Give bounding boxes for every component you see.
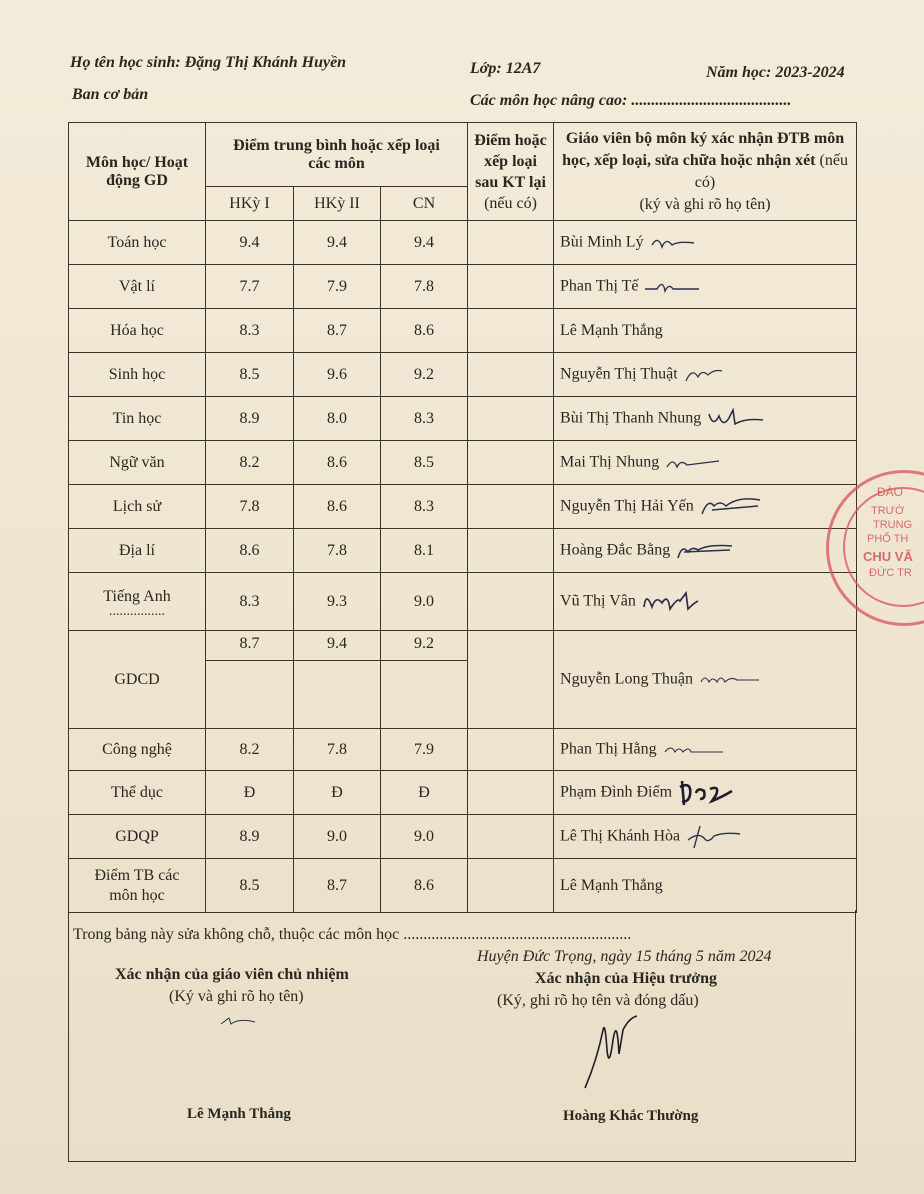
cn-cell: Đ — [381, 771, 468, 815]
header-hk2: HKỳ II — [294, 187, 381, 221]
teacher-signature — [682, 363, 726, 387]
hk2-cell: 7.9 — [294, 265, 381, 309]
grades-table-wrap — [68, 122, 856, 913]
table-row — [69, 729, 857, 771]
header-average: Điểm trung bình hoặc xếp loại các môn — [206, 123, 468, 187]
header-retest-title: Điểm hoặc xếp loại sau KT lại — [474, 131, 547, 191]
stamp-text: TRƯỜ — [871, 505, 905, 517]
hk2-cell: 9.3 — [294, 573, 381, 631]
hk2-cell: Đ — [294, 771, 381, 815]
teacher-cell — [554, 815, 857, 859]
teacher-signature — [676, 777, 738, 809]
header-subject: Môn học/ Hoạt động GD — [69, 123, 206, 221]
header-cn: CN — [381, 187, 468, 221]
header-teacher-title: Giáo viên bộ môn ký xác nhận ĐTB môn học, xếp loại, sửa chữa hoặc nhận xét — [562, 129, 845, 169]
table-row — [69, 353, 857, 397]
hk1-cell: 8.9 — [206, 815, 294, 859]
teacher-cell — [554, 573, 857, 631]
teacher-name: Lê Mạnh Thắng — [560, 321, 663, 339]
teacher-signature — [698, 494, 764, 520]
stamp-text: ĐÀO — [877, 485, 904, 499]
hk2-cell: 8.7 — [294, 859, 381, 913]
stamp-text: CHU VĂ — [863, 549, 913, 564]
cn-cell: 9.0 — [381, 573, 468, 631]
retest-cell — [468, 815, 554, 859]
cn-cell: 7.9 — [381, 729, 468, 771]
retest-cell — [468, 573, 554, 631]
hk1-cell: 7.8 — [206, 485, 294, 529]
table-row — [69, 397, 857, 441]
stamp-text: TRUNG — [873, 519, 913, 531]
program-label: Ban cơ bản — [72, 86, 149, 103]
teacher-cell — [554, 441, 857, 485]
teacher-cell — [554, 529, 857, 573]
teacher-cell — [554, 353, 857, 397]
hk1-cell: 8.2 — [206, 441, 294, 485]
cn-cell: 9.2 — [381, 631, 468, 661]
teacher-name: Bùi Thị Thanh Nhung — [560, 409, 702, 427]
header-retest-note: (nếu có) — [484, 194, 537, 212]
retest-cell — [468, 309, 554, 353]
retest-cell — [468, 353, 554, 397]
principal-title: Xác nhận của Hiệu trưởng — [535, 970, 718, 987]
teacher-signature — [643, 277, 703, 297]
subject-cell: Ngữ văn — [69, 441, 206, 485]
teacher-signature — [697, 670, 763, 690]
teacher-signature — [661, 740, 727, 760]
subject-cell: Toán học — [69, 221, 206, 265]
subject-cell: Công nghệ — [69, 729, 206, 771]
hk1-cell: 8.2 — [206, 729, 294, 771]
header-retest — [468, 123, 554, 221]
teacher-signature — [640, 587, 702, 617]
stamp-text: ĐỨC TR — [869, 567, 912, 579]
retest-cell — [468, 859, 554, 913]
empty-cell — [294, 661, 381, 729]
teacher-cell — [554, 309, 857, 353]
hk1-cell: 8.5 — [206, 353, 294, 397]
subject-cell: Vật lí — [69, 265, 206, 309]
subject-cell: Thể dục — [69, 771, 206, 815]
table-row — [69, 309, 857, 353]
subject-cell: Sinh học — [69, 353, 206, 397]
teacher-name: Phan Thị Hằng — [560, 740, 657, 758]
retest-cell — [468, 265, 554, 309]
cn-cell: 8.1 — [381, 529, 468, 573]
teacher-cell — [554, 859, 857, 913]
table-row — [69, 485, 857, 529]
retest-cell — [468, 771, 554, 815]
subject-cell: Hóa học — [69, 309, 206, 353]
hk2-cell: 9.6 — [294, 353, 381, 397]
hk2-cell: 9.4 — [294, 631, 381, 661]
teacher-cell — [554, 265, 857, 309]
teacher-signature — [663, 453, 723, 473]
table-row — [69, 573, 857, 631]
empty-cell — [381, 661, 468, 729]
cn-cell: 9.4 — [381, 221, 468, 265]
principal-name: Hoàng Khắc Thường — [563, 1108, 699, 1124]
teacher-signature — [648, 233, 698, 253]
table-row-average — [69, 859, 857, 913]
cn-cell: 7.8 — [381, 265, 468, 309]
subject-cell: Tin học — [69, 397, 206, 441]
teacher-name: Bùi Minh Lý — [560, 233, 644, 251]
retest-cell — [468, 729, 554, 771]
teacher-cell — [554, 221, 857, 265]
student-name: Họ tên học sinh: Đặng Thị Khánh Huyền — [70, 54, 347, 71]
hk1-cell: 8.3 — [206, 573, 294, 631]
header-teacher-note2: (ký và ghi rõ họ tên) — [639, 195, 771, 213]
cn-cell: 9.2 — [381, 353, 468, 397]
hk2-cell: 7.8 — [294, 529, 381, 573]
teacher-cell — [554, 485, 857, 529]
teacher-cell — [554, 729, 857, 771]
retest-cell — [468, 221, 554, 265]
table-row — [69, 441, 857, 485]
subject-cell: Lịch sử — [69, 485, 206, 529]
hk2-cell: 8.6 — [294, 441, 381, 485]
hk1-cell: 8.5 — [206, 859, 294, 913]
subject-name: Tiếng Anh — [103, 587, 171, 605]
table-row — [69, 265, 857, 309]
teacher-cell — [554, 397, 857, 441]
table-row — [69, 529, 857, 573]
hk1-cell: 8.6 — [206, 529, 294, 573]
cn-cell: 8.5 — [381, 441, 468, 485]
teacher-signature — [674, 540, 736, 562]
homeroom-signature — [219, 1014, 259, 1033]
advanced-subjects: Các môn học nâng cao: ........................................ — [470, 92, 792, 109]
table-row — [69, 815, 857, 859]
subject-cell: GDCD — [69, 631, 206, 729]
hk1-cell: Đ — [206, 771, 294, 815]
hk1-cell: 8.3 — [206, 309, 294, 353]
empty-cell — [206, 661, 294, 729]
teacher-signature — [705, 406, 767, 432]
homeroom-name: Lê Mạnh Thắng — [187, 1106, 291, 1122]
homeroom-title: Xác nhận của giáo viên chủ nhiệm — [115, 966, 349, 983]
hk1-cell: 9.4 — [206, 221, 294, 265]
table-row — [69, 631, 857, 661]
table-row — [69, 221, 857, 265]
cn-cell: 8.3 — [381, 397, 468, 441]
header-teacher-note: (nếu có) — [694, 151, 848, 191]
homeroom-note: (Ký và ghi rõ họ tên) — [169, 988, 304, 1005]
teacher-name: Nguyễn Long Thuận — [560, 670, 694, 688]
hk1-cell: 8.9 — [206, 397, 294, 441]
teacher-name: Nguyễn Thị Hải Yến — [560, 497, 694, 515]
retest-cell — [468, 631, 554, 729]
teacher-name: Lê Thị Khánh Hòa — [560, 827, 681, 845]
hk1-cell: 8.7 — [206, 631, 294, 661]
place-date: Huyện Đức Trọng, ngày 15 tháng 5 năm 2024 — [477, 948, 772, 965]
class-label: Lớp: 12A7 — [470, 60, 541, 77]
grades-table — [68, 122, 857, 913]
header-teacher — [554, 123, 857, 221]
footer-box — [68, 910, 856, 1162]
hk2-cell: 9.4 — [294, 221, 381, 265]
hk2-cell: 7.8 — [294, 729, 381, 771]
school-year: Năm học: 2023-2024 — [706, 64, 845, 81]
subject-cell: Điểm TB các môn học — [69, 859, 206, 913]
principal-note: (Ký, ghi rõ họ tên và đóng dấu) — [497, 992, 699, 1009]
retest-cell — [468, 485, 554, 529]
teacher-cell — [554, 771, 857, 815]
cn-cell: 8.3 — [381, 485, 468, 529]
cn-cell: 8.6 — [381, 309, 468, 353]
hk2-cell: 8.6 — [294, 485, 381, 529]
teacher-name: Nguyễn Thị Thuật — [560, 365, 678, 383]
retest-cell — [468, 529, 554, 573]
retest-cell — [468, 441, 554, 485]
teacher-signature — [684, 822, 744, 852]
subject-cell — [69, 573, 206, 631]
principal-signature — [579, 1010, 649, 1099]
table-row — [69, 771, 857, 815]
retest-cell — [468, 397, 554, 441]
subject-dots: ................ — [109, 603, 165, 619]
teacher-name: Hoàng Đắc Bằng — [560, 541, 671, 559]
teacher-name: Lê Mạnh Thắng — [560, 876, 663, 894]
hk2-cell: 8.0 — [294, 397, 381, 441]
header-hk1: HKỳ I — [206, 187, 294, 221]
teacher-cell — [554, 631, 857, 729]
teacher-name: Phạm Đình Điểm — [560, 783, 673, 801]
teacher-name: Vũ Thị Vân — [560, 592, 636, 610]
subject-cell: Địa lí — [69, 529, 206, 573]
teacher-name: Mai Thị Nhung — [560, 453, 660, 471]
hk2-cell: 8.7 — [294, 309, 381, 353]
hk1-cell: 7.7 — [206, 265, 294, 309]
cn-cell: 8.6 — [381, 859, 468, 913]
stamp-text: PHỔ TH — [867, 533, 909, 545]
cn-cell: 9.0 — [381, 815, 468, 859]
correction-note: Trong bảng này sửa không chỗ, thuộc các môn học ......................................................... — [73, 926, 632, 943]
teacher-name: Phan Thị Tế — [560, 277, 639, 295]
hk2-cell: 9.0 — [294, 815, 381, 859]
subject-cell: GDQP — [69, 815, 206, 859]
